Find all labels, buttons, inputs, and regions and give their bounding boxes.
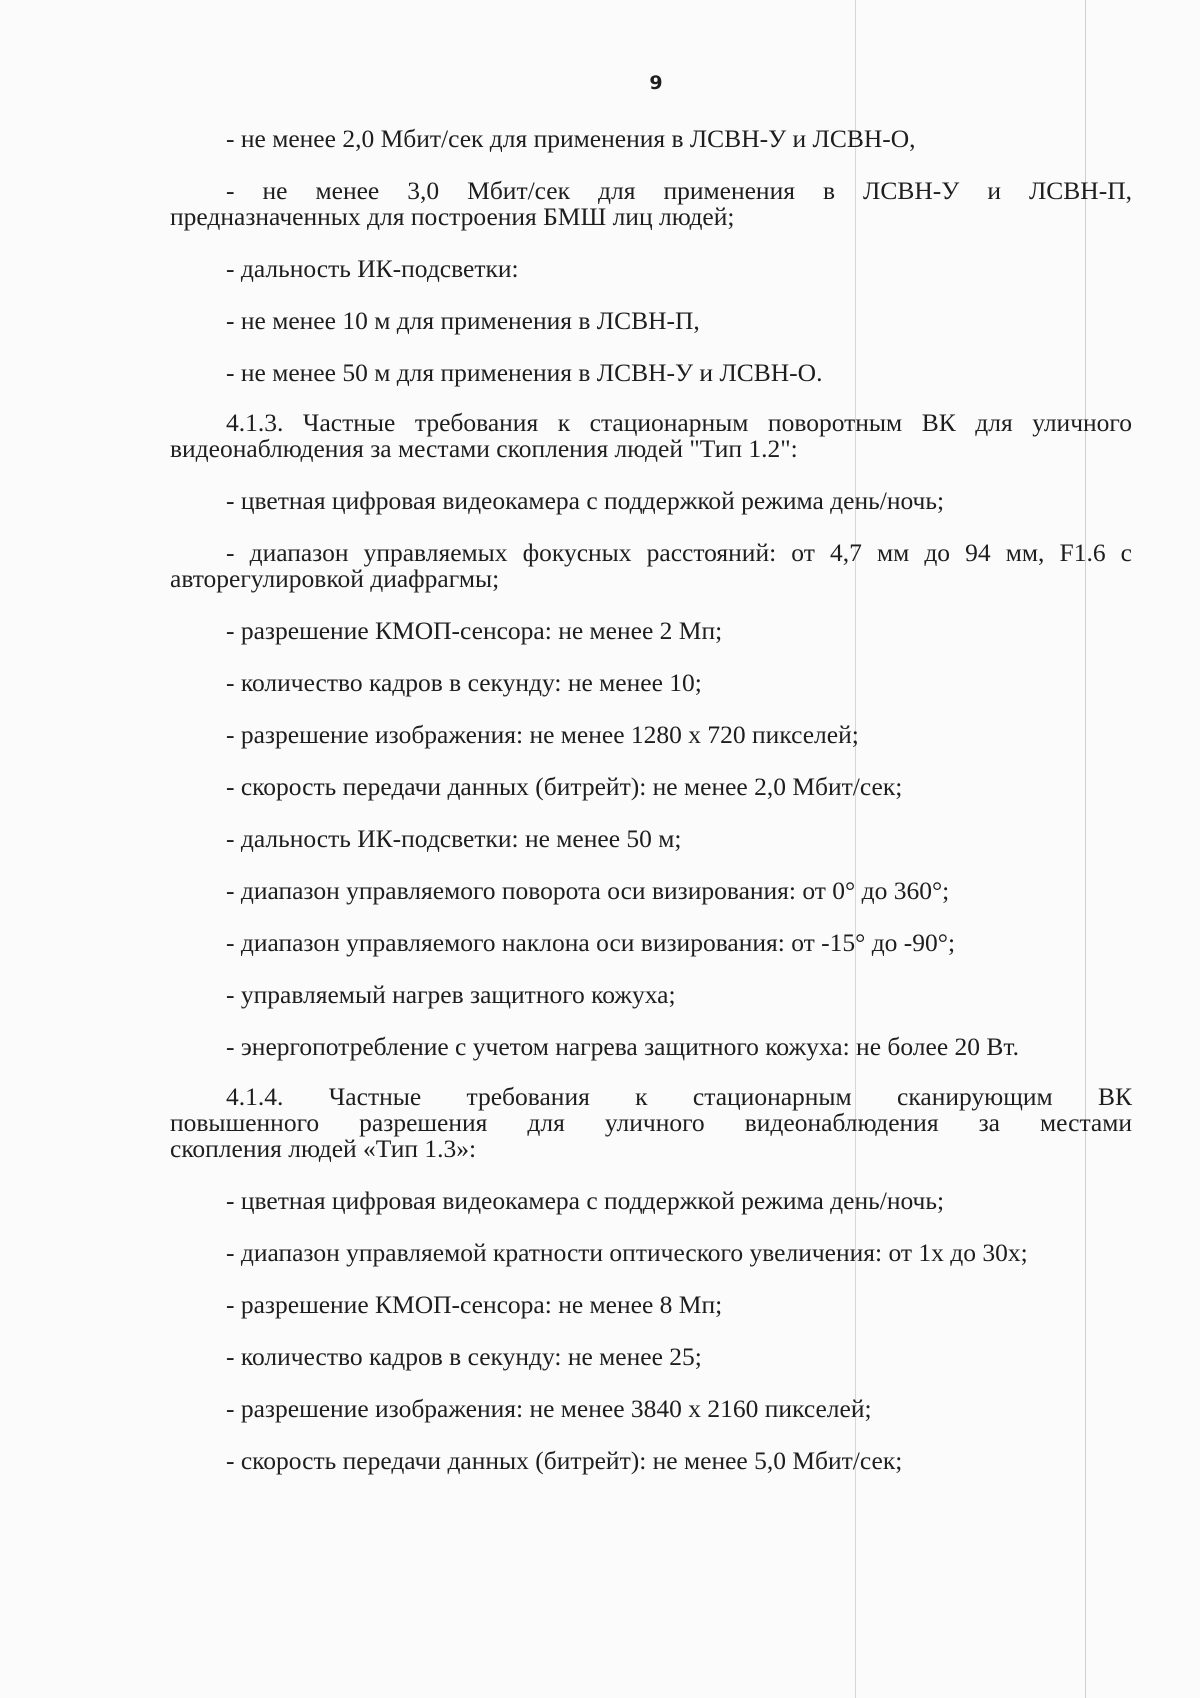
list-item: - диапазон управляемого наклона оси визирования: от -15° до -90°;	[226, 928, 956, 957]
section-heading: 4.1.3. Частные требования к стационарным поворотным ВК для уличного	[226, 408, 1132, 437]
list-item: - разрешение КМОП-сенсора: не менее 8 Мп;	[226, 1290, 723, 1319]
list-item-continuation: предназначенных для построения БМШ лиц людей;	[170, 202, 735, 231]
list-item: - скорость передачи данных (битрейт): не менее 2,0 Мбит/сек;	[226, 772, 903, 801]
section-heading: 4.1.4. Частные требования к стационарным сканирующим ВК	[226, 1082, 1132, 1111]
list-item: - диапазон управляемых фокусных расстояний: от 4,7 мм до 94 мм, F1.6 с	[226, 538, 1132, 567]
list-item: - разрешение КМОП-сенсора: не менее 2 Мп;	[226, 616, 723, 645]
section-heading-continuation: видеонаблюдения за местами скопления людей "Тип 1.2":	[170, 434, 798, 463]
list-item: - диапазон управляемой кратности оптического увеличения: от 1x до 30x;	[226, 1238, 1028, 1267]
list-item: - не менее 3,0 Мбит/сек для применения в ЛСВН-У и ЛСВН-П,	[226, 176, 1132, 205]
list-item: - управляемый нагрев защитного кожуха;	[226, 980, 676, 1009]
list-item: - скорость передачи данных (битрейт): не менее 5,0 Мбит/сек;	[226, 1446, 903, 1475]
list-item: - цветная цифровая видеокамера с поддержкой режима день/ночь;	[226, 1186, 945, 1215]
list-item: - энергопотребление с учетом нагрева защитного кожуха: не более 20 Вт.	[226, 1032, 1019, 1061]
list-item: - цветная цифровая видеокамера с поддержкой режима день/ночь;	[226, 486, 945, 515]
list-item: - количество кадров в секунду: не менее 25;	[226, 1342, 702, 1371]
list-item: - не менее 50 м для применения в ЛСВН-У и ЛСВН-О.	[226, 358, 823, 387]
scan-artifact-line	[855, 0, 856, 1698]
section-heading-continuation: скопления людей «Тип 1.3»:	[170, 1134, 477, 1163]
list-item: - дальность ИК-подсветки: не менее 50 м;	[226, 824, 682, 853]
list-item: - разрешение изображения: не менее 3840 x 2160 пикселей;	[226, 1394, 872, 1423]
list-item: - разрешение изображения: не менее 1280 x 720 пикселей;	[226, 720, 859, 749]
section-heading-continuation: повышенного разрешения для уличного видеонаблюдения за местами	[170, 1108, 1132, 1137]
list-item-continuation: авторегулировкой диафрагмы;	[170, 564, 500, 593]
list-item: - не менее 10 м для применения в ЛСВН-П,	[226, 306, 700, 335]
list-item: - количество кадров в секунду: не менее 10;	[226, 668, 702, 697]
list-item: - не менее 2,0 Мбит/сек для применения в ЛСВН-У и ЛСВН-О,	[226, 124, 916, 153]
page-number: 9	[649, 72, 663, 94]
list-item: - диапазон управляемого поворота оси визирования: от 0° до 360°;	[226, 876, 950, 905]
scan-artifact-line	[1085, 0, 1086, 1698]
list-item: - дальность ИК-подсветки:	[226, 254, 519, 283]
